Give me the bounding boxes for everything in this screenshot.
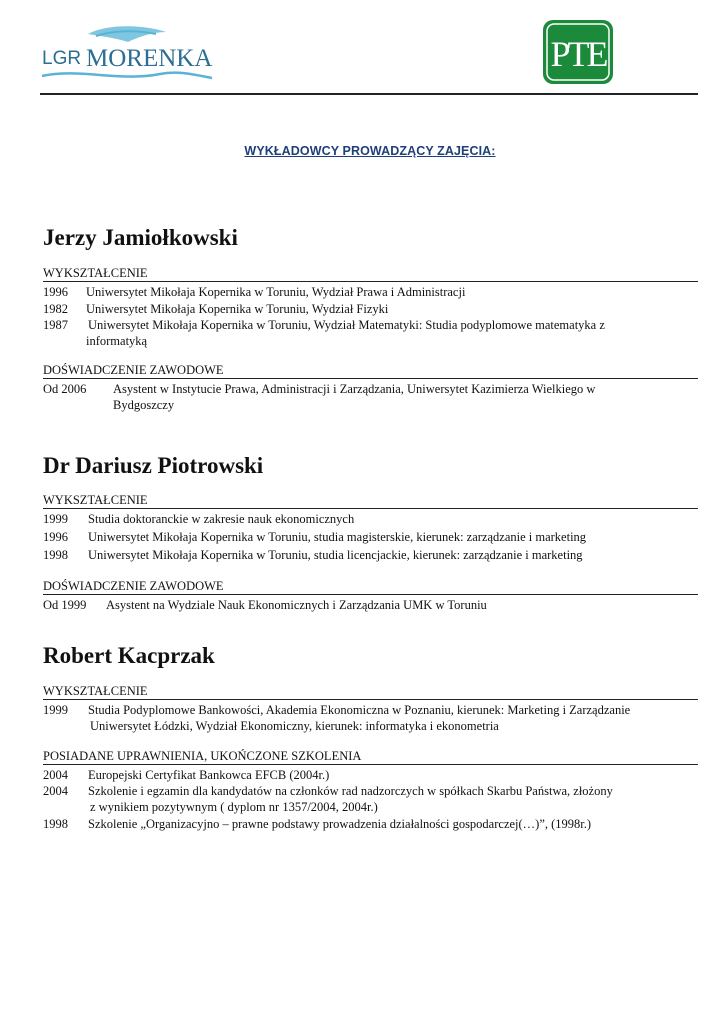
entry-text: Uniwersytet Łódzki, Wydział Ekonomiczny, kierunek: informatyka i ekonometria	[90, 719, 499, 733]
svg-text:MORENKA: MORENKA	[86, 45, 213, 72]
lgr-morenka-logo	[40, 24, 220, 86]
entry-year: 2004	[43, 768, 68, 782]
entry-text: Asystent na Wydziale Nauk Ekonomicznych i Zarządzania UMK w Toruniu	[106, 598, 487, 612]
svg-text:PTE: PTE	[550, 34, 606, 74]
section-heading: DOŚWIADCZENIE ZAWODOWE	[43, 363, 698, 379]
entry-text: z wynikiem pozytywnym ( dyplom nr 1357/2004, 2004r.)	[90, 800, 378, 814]
entry-text: Studia Podyplomowe Bankowości, Akademia Ekonomiczna w Poznaniu, kierunek: Marketing i Zarządzanie	[88, 703, 631, 717]
entry-text: Uniwersytet Mikołaja Kopernika w Toruniu, studia magisterskie, kierunek: zarządzanie i marketing	[88, 530, 587, 544]
entry-year: 1999	[43, 703, 68, 717]
entry-text: Bydgoszczy	[113, 398, 175, 412]
person-name: Robert Kacprzak	[43, 643, 215, 668]
entry-text: Studia doktoranckie w zakresie nauk ekonomicznych	[88, 512, 355, 526]
section-heading: WYKSZTAŁCENIE	[43, 266, 698, 282]
entry-text: Uniwersytet Mikołaja Kopernika w Toruniu, Wydział Matematyki: Studia podyplomowe matematyka z	[88, 318, 605, 332]
entry-year: 1996	[43, 285, 68, 299]
section-heading: WYKSZTAŁCENIE	[43, 684, 698, 700]
entry-year: 1996	[43, 530, 68, 544]
person-name: Jerzy Jamiołkowski	[43, 225, 238, 250]
entry-year: Od 2006	[43, 382, 87, 396]
entry-text: Uniwersytet Mikołaja Kopernika w Toruniu, Wydział Fizyki	[86, 302, 389, 316]
person-name: Dr Dariusz Piotrowski	[43, 453, 264, 478]
entry-text: Szkolenie „Organizacyjno – prawne podstawy prowadzenia działalności gospodarczej(…)”, (1998r.)	[88, 817, 592, 831]
entry-year: 2004	[43, 784, 68, 798]
entry-text: informatyką	[86, 334, 148, 348]
entry-text: Asystent w Instytucie Prawa, Administracji i Zarządzania, Uniwersytet Kazimierza Wielkiego w	[113, 382, 596, 396]
entry-text: Szkolenie i egzamin dla kandydatów na członków rad nadzorczych w spółkach Skarbu Państwa, złożony	[88, 784, 613, 798]
section-heading: POSIADANE UPRAWNIENIA, UKOŃCZONE SZKOLENIA	[43, 749, 698, 765]
header-divider	[40, 93, 698, 95]
section-heading: WYKSZTAŁCENIE	[43, 493, 698, 509]
section-heading: DOŚWIADCZENIE ZAWODOWE	[43, 579, 698, 595]
page-header	[0, 0, 724, 96]
page-title: WYKŁADOWCY PROWADZĄCY ZAJĘCIA:	[244, 144, 496, 158]
entry-text: Uniwersytet Mikołaja Kopernika w Toruniu, Wydział Prawa i Administracji	[86, 285, 466, 299]
entry-text: Uniwersytet Mikołaja Kopernika w Toruniu, studia licencjackie, kierunek: zarządzanie i marketing	[88, 548, 583, 562]
svg-text:LGR: LGR	[42, 48, 82, 69]
entry-year: 1999	[43, 512, 68, 526]
entry-text: Europejski Certyfikat Bankowca EFCB (2004r.)	[88, 768, 330, 782]
entry-year: 1982	[43, 302, 68, 316]
entry-year: 1998	[43, 817, 68, 831]
entry-year: 1987	[43, 318, 68, 332]
entry-year: Od 1999	[43, 598, 87, 612]
entry-year: 1998	[43, 548, 68, 562]
pte-logo	[542, 19, 614, 85]
